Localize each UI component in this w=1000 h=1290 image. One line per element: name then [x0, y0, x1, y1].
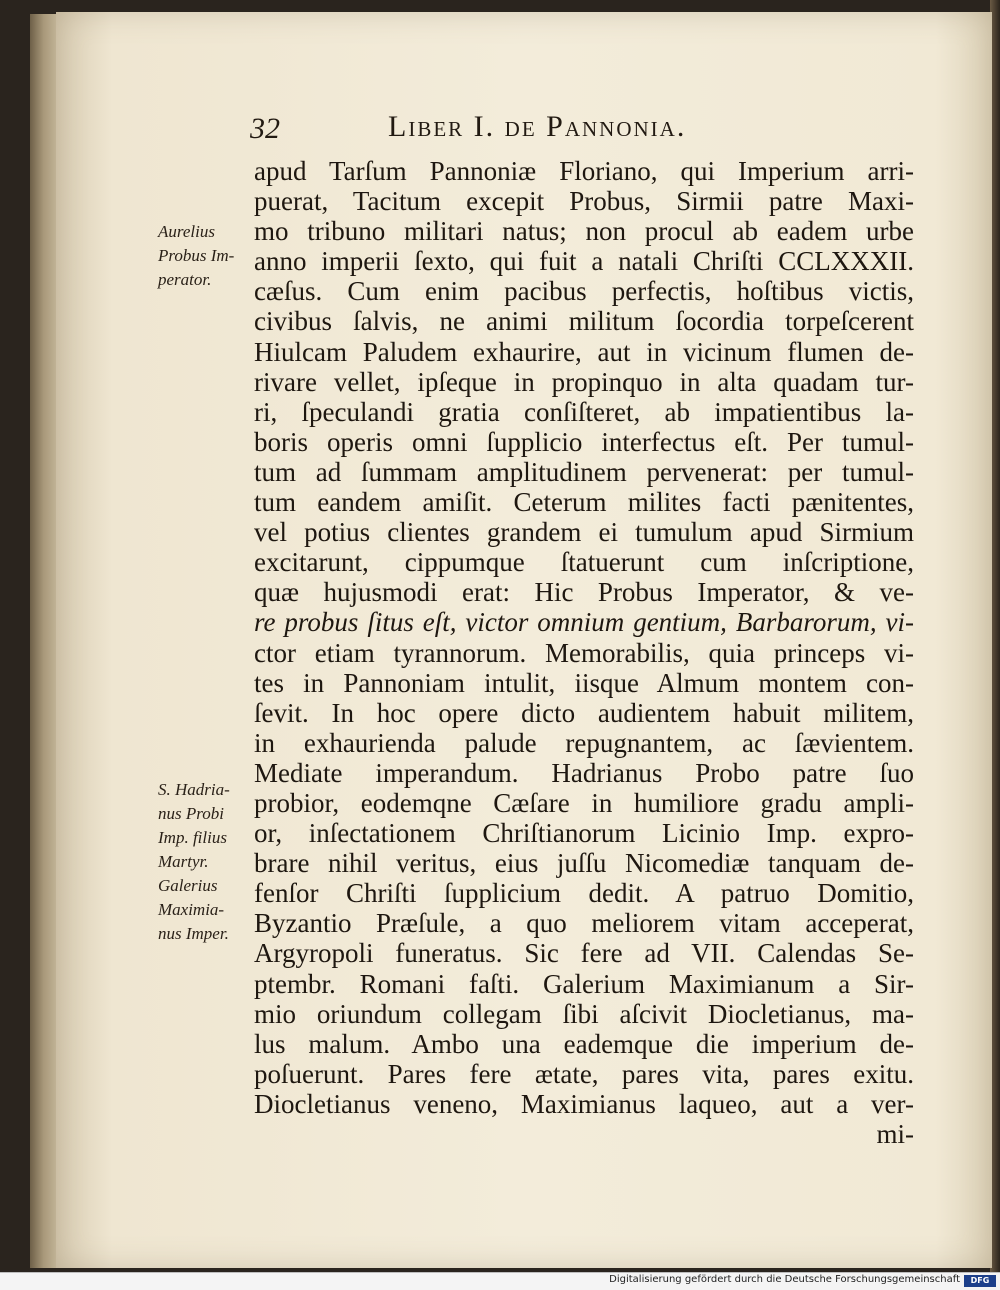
margin-note-line: perator.: [158, 270, 212, 289]
page-number: 32: [250, 112, 280, 145]
margin-note-aurelius-probus: [158, 220, 254, 292]
text-line: Mediate imperandum. Hadrianus Probo patre ſuo: [254, 757, 914, 788]
text-line: ri, ſpeculandi gratia conſiſteret, ab impatientibus la-: [254, 396, 914, 427]
dfg-logo: DFG: [964, 1275, 996, 1287]
margin-note-line: Probus Im-: [158, 246, 235, 265]
text-line: cæſus. Cum enim pacibus perfectis, hoſtibus victis,: [254, 276, 914, 307]
margin-note-line: S. Hadria-: [158, 780, 230, 799]
margin-note-line: Galerius: [158, 876, 218, 895]
text-line: quæ hujusmodi erat: Hic Probus Imperator, & ve-: [254, 577, 914, 608]
text-line: Byzantio Præſule, a quo meliorem vitam acceperat,: [254, 908, 914, 939]
margin-note-line: Aurelius: [158, 222, 215, 241]
margin-note-line: Maximia-: [158, 900, 225, 919]
margin-note-line: Martyr.: [158, 852, 209, 871]
text-line: Argyropoli funeratus. Sic fere ad VII. Calendas Se-: [254, 938, 914, 969]
text-line: ctor etiam tyrannorum. Memorabilis, quia princeps vi-: [254, 637, 914, 668]
text-line: mio oriundum collegam ſibi aſcivit Diocletianus, ma-: [254, 998, 914, 1029]
running-head: [250, 108, 930, 148]
text-line: civibus ſalvis, ne animi militum ſocordia torpeſcerent: [254, 306, 914, 337]
text-line: mo tribuno militari natus; non procul ab eadem urbe: [254, 216, 914, 247]
margin-note-hadrianus-galerius: [158, 778, 254, 946]
text-line: excitarunt, cippumque ſtatuerunt cum inſcriptione,: [254, 547, 914, 578]
text-line: boris operis omni ſupplicio interfectus eſt. Per tumul-: [254, 426, 914, 457]
text-line: probior, eodemqne Cæſare in humiliore gradu ampli-: [254, 787, 914, 818]
text-line: tum eandem amiſit. Ceterum milites facti pænitentes,: [254, 487, 914, 518]
text-line: apud Tarſum Pannoniæ Floriano, qui Imperium arri-: [254, 156, 914, 186]
text-line: vel potius clientes grandem ei tumulum apud Sirmium: [254, 517, 914, 548]
page-header-title: Liber I. de Pannonia.: [388, 110, 687, 143]
footer-bar: [0, 1272, 1000, 1290]
catchword: mi-: [876, 1119, 914, 1149]
margin-note-line: nus Imper.: [158, 924, 229, 943]
text-line: or, inſectationem Chriſtianorum Licinio Imp. expro-: [254, 818, 914, 849]
text-line: rivare vellet, ipſeque in propinquo in alta quadam tur-: [254, 366, 914, 397]
text-line: re probus ſitus eſt, victor omnium gentium, Barbarorum, vi-: [254, 607, 914, 638]
text-line: lus malum. Ambo una eademque die imperium de-: [254, 1028, 914, 1059]
text-line: in exhaurienda palude repugnantem, ac ſævientem.: [254, 727, 914, 758]
text-line: ptembr. Romani faſti. Galerium Maximianum a Sir-: [254, 968, 914, 999]
text-line: anno imperii ſexto, qui fuit a natali Chriſti CCLXXXII.: [254, 246, 914, 277]
text-line: tum ad ſummam amplitudinem pervenerat: per tumul-: [254, 456, 914, 487]
footer-credit-text: Digitalisierung gefördert durch die Deutsche Forschungsgemeinschaft: [609, 1274, 960, 1285]
text-line: brare nihil veritus, eius juſſu Nicomediæ tanquam de-: [254, 848, 914, 879]
body-text: [254, 156, 914, 1149]
text-line: Hiulcam Paludem exhaurire, aut in vicinum flumen de-: [254, 336, 914, 367]
text-line: Diocletianus veneno, Maximianus laqueo, aut a ver-: [254, 1088, 914, 1119]
text-line: fenſor Chriſti ſupplicium dedit. A patruo Domitio,: [254, 878, 914, 909]
text-line: ſevit. In hoc opere dicto audientem habuit militem,: [254, 697, 914, 728]
text-line: puerat, Tacitum excepit Probus, Sirmii patre Maxi-: [254, 186, 914, 217]
text-line: tes in Pannoniam intulit, iisque Almum montem con-: [254, 667, 914, 698]
margin-note-line: Imp. filius: [158, 828, 227, 847]
margin-note-line: nus Probi: [158, 804, 224, 823]
text-line: poſuerunt. Pares fere ætate, pares vita, pares exitu.: [254, 1058, 914, 1089]
